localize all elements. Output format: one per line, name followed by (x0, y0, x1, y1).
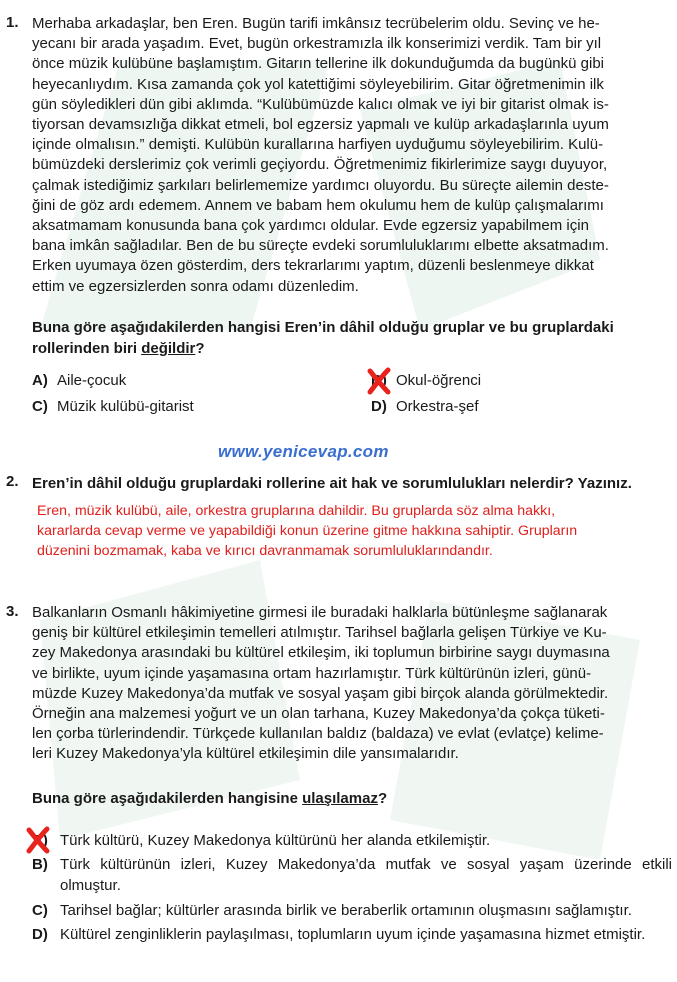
option-text: Aile-çocuk (57, 372, 127, 389)
option-letter: C) (32, 902, 48, 919)
passage-line: aksatmamam konusunda bana çok yardımcı oldular. Evde egzersiz yapabilmem için (32, 217, 589, 235)
answer-line: Eren, müzik kulübü, aile, orkestra gruplarına dahildir. Bu gruplarda söz alma hakkı, (37, 503, 556, 519)
passage-line: Örneğin ana malzemesi yoğurt ve un olan tarhana, Kuzey Makedonya’da çokça tüketi- (32, 705, 605, 723)
passage-line: Balkanların Osmanlı hâkimiyetine girmesi ile buradaki halklarla bütünleşme sağlanarak (32, 604, 608, 621)
question-emphasis: ulaşılamaz (302, 790, 378, 807)
question-number: 1. (6, 14, 19, 31)
passage-line: Merhaba arkadaşlar, ben Eren. Bugün tarifi imkânsız tecrübelerim oldu. Sevinç ve he- (32, 15, 600, 32)
question-number: 3. (6, 603, 19, 620)
option-text: Türk kültürü, Kuzey Makedonya kültürünü her alanda etkilemiştir. (60, 832, 491, 849)
option-letter: D) (32, 926, 48, 943)
option-letter: C) (32, 398, 48, 415)
option-d[interactable] (32, 925, 672, 946)
option-text: Orkestra-şef (396, 398, 479, 415)
passage-line: ettim ve egzersizlerden sonra odamı düzenledim. (32, 277, 359, 295)
question-text: Buna göre aşağıdakilerden hangisi Eren’in dâhil olduğu gruplar ve bu gruplardaki rollerinden biri (32, 319, 614, 357)
cross-mark-icon (25, 826, 51, 854)
passage-line: bana imkân sağladılar. Ben de bu süreçte evdeki sorumluluklarımı elbette aksatmadım. (32, 237, 609, 255)
option-b[interactable] (32, 855, 672, 896)
option-text: Türk kültürünün izleri, Kuzey Makedonya’da mutfak ve sosyal yaşam üzerinde etkili olmuştur. (60, 856, 672, 894)
question-stem (32, 788, 672, 809)
passage-line: içinde olmalısın.” demişti. Kulübün kurallarına harfiyen uyduğumu söyleyebilirim. Kulü- (32, 136, 604, 154)
option-a[interactable] (32, 371, 126, 391)
passage-line: heyecanlıydım. Kısa zamanda çok yol katettiğimi söyleyebilirim. Gitar öğretmenimin ilk (32, 75, 604, 93)
passage-line: önce müzik kulübüne başlamıştım. Gitarın tellerine ilk dokunduğumda da bugünkü gibi (32, 55, 604, 73)
watermark: www.yenicevap.com (218, 442, 389, 461)
question-emphasis: değildir (141, 340, 196, 357)
passage-line: ve birlikte, uyum içinde yaşamasına ortam hazırlamıştır. Türk kültürünün izleri, günü- (32, 664, 592, 682)
option-letter: B) (371, 372, 387, 389)
question-stem (32, 317, 672, 359)
option-d[interactable] (371, 397, 479, 417)
passage-line: çalmak istediğimiz şarkıları belirlememize yardımcı oluyordu. Bu süreçte ailemin deste- (32, 176, 609, 194)
option-letter: B) (32, 856, 48, 873)
handwritten-answer (37, 501, 673, 561)
passage (32, 14, 672, 297)
option-text: Okul-öğrenci (396, 372, 482, 389)
passage-line: ğini de göz ardı edemem. Annem ve babam hem okulumu hem de kulüp çalışmalarımı (32, 196, 604, 214)
passage-line: yecanı bir arada yaşadım. Evet, bugün orkestramızla ilk konserimizi verdik. Tam bir yıl (32, 35, 602, 53)
option-text: Müzik kulübü-gitarist (57, 398, 194, 415)
cross-mark-icon (366, 367, 392, 395)
passage-line: len çorba türlerindendir. Türkçede kullanılan baldız (baldaza) ve evlat (evlatçe) kelime- (32, 725, 604, 743)
option-text: Kültürel zenginliklerin paylaşılması, toplumların uyum içinde yaşamasına hizmet etmiştir. (60, 926, 646, 943)
passage (32, 603, 672, 765)
passage-line: geniş bir kültürel etkileşimin temelleri atılmıştır. Tarihsel bağlarla gelişen Türkiye ve Ku- (32, 624, 607, 642)
passage-line: zey Makedonya arasındaki bu kültürel etkileşim, iki toplumun birbirine saygı duymasına (32, 644, 610, 662)
option-c[interactable] (32, 397, 194, 417)
passage-line: gün söyledikleri dün gibi aklımda. “Kulübümüzde kalıcı olmak ve iyi bir gitarist olmak is- (32, 95, 609, 113)
option-letter: A) (32, 832, 48, 849)
passage-line: bümüzdeki derslerimiz çok verimli geçiyordu. Öğretmenimiz fikirlerimize saygı duyuyor, (32, 156, 608, 174)
option-text: Tarihsel bağlar; kültürler arasında birlik ve beraberlik ortamının oluşmasını sağlamıştır. (60, 902, 632, 919)
question-text: Buna göre aşağıdakilerden hangisine (32, 790, 303, 807)
option-letter: D) (371, 398, 387, 415)
passage-line: tiyorsan devamsızlığa dikkat etmeli, bol egzersiz yapmalı ve kulüp arkadaşlarınla uyum (32, 116, 609, 134)
option-c[interactable] (32, 901, 672, 922)
option-a[interactable] (32, 831, 672, 852)
passage-line: leri Kuzey Makedonya’yla kültürel etkileşimin dile yansımalarıdır. (32, 745, 459, 763)
question-mark: ? (377, 790, 388, 807)
answer-line: düzenini bozmamak, kaba ve kırıcı davranmamak sorumluluklarındandır. (37, 543, 493, 559)
answer-line: kararlarda cevap verme ve yapabildiği konun üzerine gitme hakkına sahiptir. Grupların (37, 523, 578, 539)
question-number: 2. (6, 473, 19, 490)
passage-line: müzde Kuzey Makedonya’da mutfak ve sosyal yaşam gibi birçok alanda görülmektedir. (32, 684, 609, 702)
question-stem: Eren’in dâhil olduğu gruplardaki rollerine ait hak ve sorumlulukları nelerdir? Yazınız. (32, 475, 632, 492)
option-letter: A) (32, 372, 48, 389)
question-mark: ? (195, 340, 205, 357)
passage-line: Erken uyumaya özen gösterdim, ders tekrarlarımı yaptım, düzenli beslenmeye dikkat (32, 257, 594, 275)
